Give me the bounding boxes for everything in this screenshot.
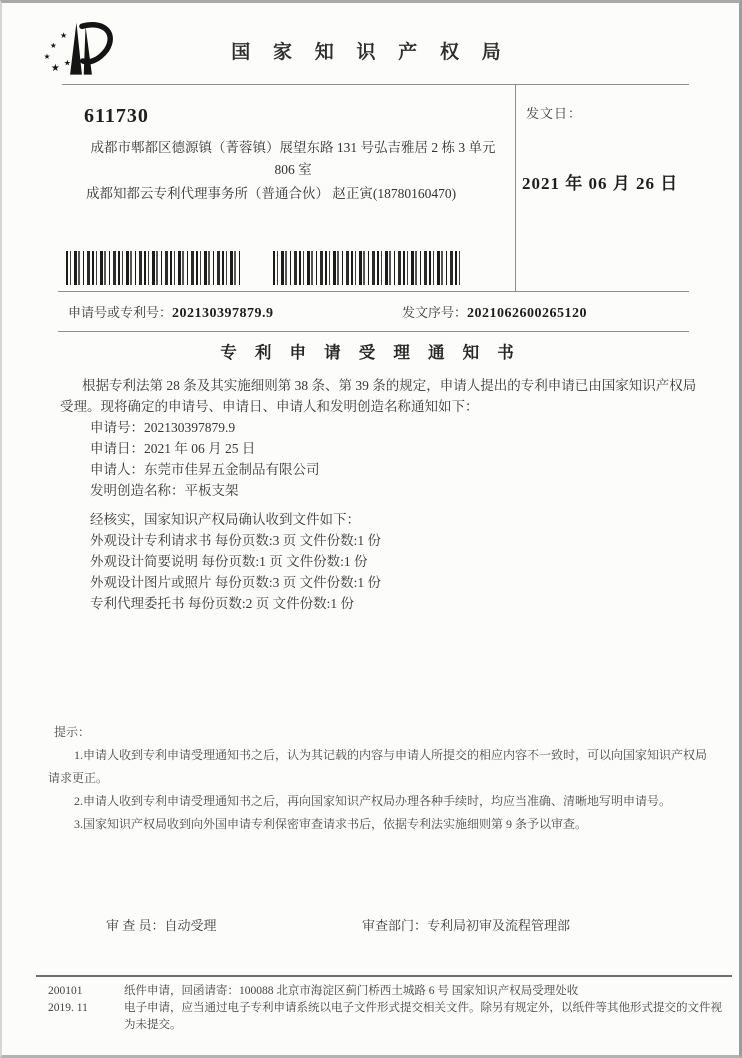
application-number-group bbox=[68, 302, 274, 322]
footer-paper-note: 纸件申请，回函请寄：100088 北京市海淀区蓟门桥西土城路 6 号 国家知识产权局受理处收 bbox=[124, 985, 579, 997]
address-line-2: 806 室 bbox=[274, 162, 312, 177]
rule-below-reference bbox=[58, 331, 689, 332]
notice-body bbox=[60, 375, 697, 501]
footer-electronic-note: 电子申请，应当通过电子专利申请系统以电子文件形式提交相关文件。除另有规定外，以纸件等其他形式提交的文件视为未提交。 bbox=[124, 1002, 722, 1031]
field-applicant: 申请人：东莞市佳昇五金制品有限公司 bbox=[90, 462, 320, 477]
serial-number-label: 发文序号： bbox=[402, 305, 468, 320]
document-item: 外观设计专利请求书 每份页数:3 页 文件份数:1 份 bbox=[90, 533, 382, 548]
document-item: 外观设计图片或照片 每份页数:3 页 文件份数:1 份 bbox=[90, 575, 382, 590]
footer-rule bbox=[36, 975, 732, 977]
intro-line-2: 受理。现将确定的申请号、申请日、申请人和发明创造名称通知如下： bbox=[60, 399, 479, 414]
received-intro: 经核实，国家知识产权局确认收到文件如下： bbox=[90, 512, 360, 527]
recipient-address bbox=[72, 137, 514, 181]
department-label: 审查部门： bbox=[362, 918, 428, 933]
examiner-group bbox=[106, 915, 217, 934]
document-item: 专利代理委托书 每份页数:2 页 文件份数:1 份 bbox=[90, 596, 355, 611]
agent-line: 成都知都云专利代理事务所（普通合伙） 赵正寅(18780160470) bbox=[86, 186, 457, 201]
rule-above-reference bbox=[58, 291, 689, 292]
footer bbox=[48, 983, 728, 1034]
notice-title: 专 利 申 请 受 理 通 知 书 bbox=[220, 343, 521, 362]
field-application-number: 申请号：202130397879.9 bbox=[90, 420, 236, 435]
date-box-divider bbox=[515, 84, 516, 291]
field-filing-date: 申请日：2021 年 06 月 25 日 bbox=[90, 441, 256, 456]
field-invention-title: 发明创造名称：平板支架 bbox=[90, 483, 239, 498]
department-group bbox=[362, 915, 570, 934]
barcode-icon bbox=[273, 251, 461, 285]
footer-code: 2019. 11 bbox=[48, 1002, 88, 1014]
received-documents bbox=[90, 509, 381, 614]
svg-text:★: ★ bbox=[50, 62, 60, 74]
examiner-label: 审 查 员： bbox=[106, 918, 165, 933]
tips-label: 提示： bbox=[54, 725, 91, 739]
examiner-value: 自动受理 bbox=[164, 918, 217, 933]
postal-code: 611730 bbox=[84, 105, 149, 127]
footer-codes bbox=[48, 983, 110, 1034]
intro-line-1: 根据专利法第 28 条及其实施细则第 38 条、第 39 条的规定，申请人提出的专利申请已由国家知识产权局 bbox=[82, 378, 697, 393]
agency-title: 国 家 知 识 产 权 局 bbox=[231, 42, 510, 63]
department-value: 专利局初审及流程管理部 bbox=[427, 918, 571, 933]
svg-text:★: ★ bbox=[43, 53, 51, 62]
footer-code: 200101 bbox=[48, 985, 83, 997]
tip-item: 2.申请人收到专利申请受理通知书之后，再向国家知识产权局办理各种手续时，均应当准确、清晰地写明申请号。 bbox=[74, 794, 672, 808]
document-item: 外观设计简要说明 每份页数:1 页 文件份数:1 份 bbox=[90, 554, 368, 569]
application-number-label: 申请号或专利号： bbox=[68, 305, 173, 320]
tip-item: 1.申请人收到专利申请受理通知书之后，认为其记载的内容与申请人所提交的相应内容不一致时，可以向国家知识产权局请求更正。 bbox=[48, 748, 708, 785]
issue-date-value: 2021 年 06 月 26 日 bbox=[522, 174, 679, 193]
svg-text:★: ★ bbox=[60, 31, 68, 41]
application-fields bbox=[90, 417, 690, 501]
address-line-1: 成都市郫都区德源镇（菁蓉镇）展望东路 131 号弘吉雅居 2 栋 3 单元 bbox=[90, 140, 496, 155]
issue-date-label: 发文日： bbox=[526, 106, 583, 121]
svg-text:★: ★ bbox=[50, 42, 57, 51]
svg-text:★: ★ bbox=[63, 58, 72, 68]
footer-notes bbox=[124, 983, 724, 1034]
serial-number-group bbox=[402, 302, 587, 322]
serial-number-value: 2021062600265120 bbox=[467, 306, 588, 321]
tips-section bbox=[48, 721, 712, 836]
tip-item: 3.国家知识产权局收到向外国申请专利保密审查请求书后，依据专利法实施细则第 9 条予以审查。 bbox=[74, 817, 588, 831]
barcode-icon bbox=[66, 251, 240, 285]
application-number-value: 202130397879.9 bbox=[172, 306, 274, 321]
header-rule bbox=[62, 84, 689, 85]
